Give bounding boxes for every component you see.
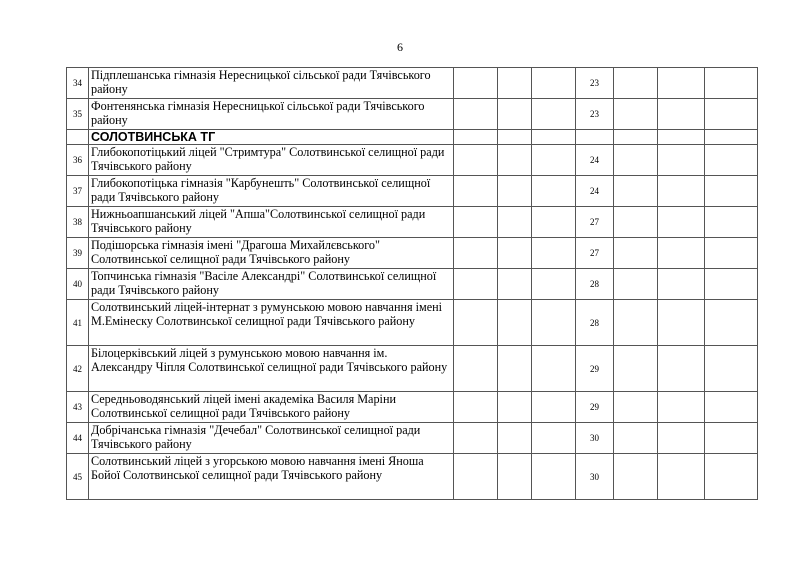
empty-cell [498,130,532,145]
school-name: Глибокопотіцька гімназія "Карбунешть" Солотвинської селищної ради Тячівського району [89,176,454,207]
empty-cell [532,207,576,238]
row-number [67,130,89,145]
value-cell: 23 [576,99,614,130]
value-cell: 28 [576,300,614,346]
empty-cell [498,346,532,392]
empty-cell [454,99,498,130]
empty-cell [454,269,498,300]
empty-cell [532,423,576,454]
empty-cell [705,207,758,238]
empty-cell [454,145,498,176]
empty-cell [532,392,576,423]
value-cell: 28 [576,269,614,300]
row-number: 43 [67,392,89,423]
empty-cell [498,238,532,269]
value-cell: 29 [576,392,614,423]
empty-cell [658,423,705,454]
empty-cell [705,392,758,423]
table-row [67,392,758,423]
empty-cell [498,454,532,500]
empty-cell [454,346,498,392]
empty-cell [705,176,758,207]
empty-cell [454,392,498,423]
empty-cell [498,145,532,176]
school-name: Фонтенянська гімназія Нересницької сільської ради Тячівського району [89,99,454,130]
value-cell: 27 [576,207,614,238]
empty-cell [454,238,498,269]
empty-cell [658,454,705,500]
empty-cell [705,346,758,392]
value-cell: 30 [576,454,614,500]
empty-cell [454,207,498,238]
empty-cell [658,145,705,176]
empty-cell [658,176,705,207]
empty-cell [532,454,576,500]
empty-cell [498,423,532,454]
empty-cell [658,269,705,300]
table-row [67,454,758,500]
school-name: Солотвинський ліцей з угорською мовою навчання імені Яноша Бойої Солотвинської селищної ради Тячівського району [89,454,454,500]
school-name: Солотвинський ліцей-інтернат з румунською мовою навчання імені М.Емінеску Солотвинської селищної ради Тячівського району [89,300,454,346]
row-number: 42 [67,346,89,392]
table-row [67,99,758,130]
empty-cell [614,346,658,392]
row-number: 34 [67,68,89,99]
empty-cell [614,300,658,346]
empty-cell [614,269,658,300]
empty-cell [658,392,705,423]
table-row [67,238,758,269]
empty-cell [532,145,576,176]
row-number: 35 [67,99,89,130]
empty-cell [498,99,532,130]
row-number: 36 [67,145,89,176]
section-row [67,130,758,145]
empty-cell [658,346,705,392]
table-row [67,68,758,99]
empty-cell [614,68,658,99]
empty-cell [705,269,758,300]
empty-cell [498,300,532,346]
table-row [67,346,758,392]
empty-cell [705,423,758,454]
section-heading: СОЛОТВИНСЬКА ТГ [89,130,454,145]
empty-cell [454,130,498,145]
empty-cell [658,207,705,238]
empty-cell [454,176,498,207]
value-cell: 27 [576,238,614,269]
table-row [67,145,758,176]
empty-cell [532,346,576,392]
value-cell [576,130,614,145]
empty-cell [614,176,658,207]
empty-cell [614,238,658,269]
row-number: 39 [67,238,89,269]
school-name: Нижньоапшанський ліцей "Апша"Солотвинської селищної ради Тячівського району [89,207,454,238]
empty-cell [498,68,532,99]
empty-cell [454,68,498,99]
empty-cell [454,300,498,346]
empty-cell [614,207,658,238]
row-number: 38 [67,207,89,238]
empty-cell [498,392,532,423]
row-number: 40 [67,269,89,300]
table-row [67,300,758,346]
table-row [67,423,758,454]
school-name: Білоцерківський ліцей з румунською мовою навчання ім. Александру Чіпля Солотвинської селищної ради Тячівського району [89,346,454,392]
empty-cell [498,207,532,238]
school-name: Топчинська гімназія "Васіле Александрі" Солотвинської селищної ради Тячівського району [89,269,454,300]
value-cell: 24 [576,176,614,207]
empty-cell [532,238,576,269]
empty-cell [705,300,758,346]
school-name: Середньоводянський ліцей імені академіка Василя Маріни Солотвинської селищної ради Тячівського району [89,392,454,423]
empty-cell [614,130,658,145]
empty-cell [614,423,658,454]
row-number: 41 [67,300,89,346]
row-number: 44 [67,423,89,454]
value-cell: 23 [576,68,614,99]
empty-cell [705,99,758,130]
empty-cell [532,176,576,207]
page-number: 6 [397,40,403,54]
empty-cell [614,454,658,500]
empty-cell [532,300,576,346]
empty-cell [658,130,705,145]
school-name: Глибокопотіцький ліцей "Стримтура" Солотвинської селищної ради Тячівського району [89,145,454,176]
value-cell: 30 [576,423,614,454]
row-number: 37 [67,176,89,207]
empty-cell [614,99,658,130]
empty-cell [614,145,658,176]
empty-cell [705,68,758,99]
table-row [67,176,758,207]
empty-cell [705,238,758,269]
empty-cell [705,454,758,500]
empty-cell [532,130,576,145]
school-name: Добрічанська гімназія "Дечебал" Солотвинської селищної ради Тячівського району [89,423,454,454]
schools-table [66,67,758,500]
school-name: Підплешанська гімназія Нересницької сільської ради Тячівського району [89,68,454,99]
empty-cell [532,269,576,300]
school-name: Подішорська гімназія імені "Драгоша Михайлєвського" Солотвинської селищної ради Тячівського району [89,238,454,269]
empty-cell [454,423,498,454]
empty-cell [614,392,658,423]
value-cell: 24 [576,145,614,176]
row-number: 45 [67,454,89,500]
empty-cell [532,68,576,99]
empty-cell [454,454,498,500]
empty-cell [658,300,705,346]
empty-cell [658,68,705,99]
empty-cell [498,176,532,207]
empty-cell [658,238,705,269]
empty-cell [532,99,576,130]
empty-cell [705,145,758,176]
empty-cell [705,130,758,145]
table-row [67,269,758,300]
table-row [67,207,758,238]
empty-cell [498,269,532,300]
empty-cell [658,99,705,130]
value-cell: 29 [576,346,614,392]
